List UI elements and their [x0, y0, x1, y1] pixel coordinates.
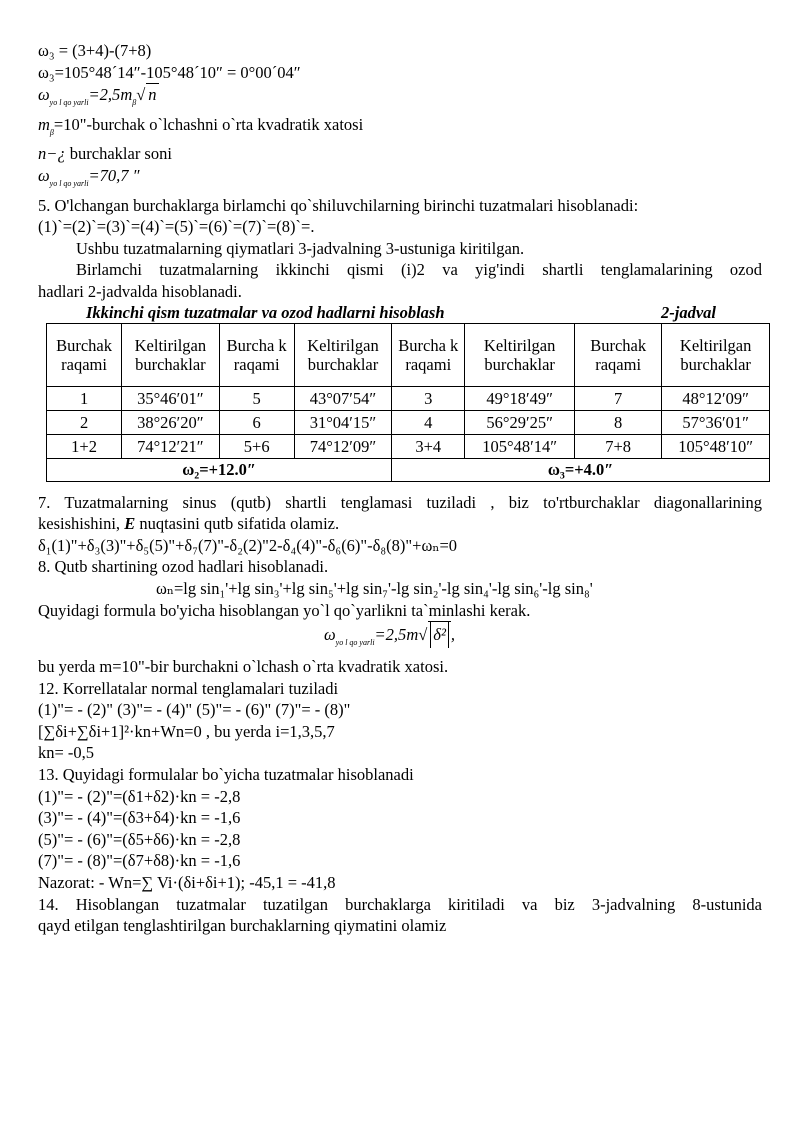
step-5: 5. O'lchangan burchaklarga birlamchi qo`shiluvchilarning birinchi tuzatmalari hisoblanadi: [38, 195, 639, 215]
table-cell: 49°18′49″ [465, 386, 575, 410]
table-label: 2-jadval [661, 302, 716, 322]
correction-5-6: (5)"= - (6)"=(δ5+δ6)·kn = -2,8 [38, 829, 241, 849]
table-cell: 38°26′20″ [122, 410, 219, 434]
table-cell: 48°12′09″ [662, 386, 770, 410]
table-cell: 74°12′21″ [122, 434, 219, 458]
table-cell: 31°04′15″ [294, 410, 391, 434]
table-title: Ikkinchi qism tuzatmalar va ozod hadlarni hisoblash [86, 302, 445, 322]
table-cell: 43°07′54″ [294, 386, 391, 410]
table-cell: 8 [574, 410, 661, 434]
header-cell: Burchak raqami [574, 323, 661, 386]
table-cell: 56°29′25″ [465, 410, 575, 434]
table-cell: 2 [47, 410, 122, 434]
table-cell: 1 [47, 386, 122, 410]
step-12: 12. Korrellatalar normal tenglamalari tuziladi [38, 678, 339, 698]
omega3-value: ω₃=105°48´14″-105°48´10″ = 0°00´04″ [38, 62, 301, 82]
table-cell: 35°46′01″ [122, 386, 219, 410]
table-cell: 3+4 [392, 434, 465, 458]
corrections-note: Ushbu tuzatmalarning qiymatlari 3-jadvalning 3-ustuniga kiritilgan. [76, 238, 525, 258]
step-13: 13. Quyidagi formulalar bo`yicha tuzatmalar hisoblanadi [38, 765, 414, 785]
table-cell: 105°48′10″ [662, 434, 770, 458]
table-row [47, 410, 770, 434]
tolerance-note: Quyidagi formula bo'yicha hisoblangan yo`l qo`yarlikni ta`minlashi kerak. [38, 600, 531, 620]
header-cell: Burcha k raqami [392, 323, 465, 386]
table-row [47, 434, 770, 458]
table-header-row [47, 323, 770, 386]
table-cell: 3 [392, 386, 465, 410]
table-row [47, 386, 770, 410]
header-cell: Burchak raqami [47, 323, 122, 386]
pole-tolerance-formula: $\omega_{yo l qo yarli}=2,5m√$ δ² , [38, 621, 762, 656]
header-cell: Keltirilgan burchaklar [465, 323, 575, 386]
control-check: Nazorat: - Wn=∑ Vi·(δi+δi+1); -45,1 = -41,8 [38, 873, 336, 893]
header-cell: Keltirilgan burchaklar [294, 323, 391, 386]
second-part-paragraph: Birlamchi tuzatmalarning ikkinchi qismi (i)2 va yig'indi shartli tenglamalarining ozod [76, 260, 762, 280]
header-cell: Keltirilgan burchaklar [122, 323, 219, 386]
corrections-table [46, 323, 770, 482]
pole-free-term-equation: ωₙ=lg sin₁'+lg sin₃'+lg sin₅'+lg sin₇'-lg sin₂'-lg sin₄'-lg sin₆'-lg sin₈' [156, 578, 593, 598]
step-14: 14. Hisoblangan tuzatmalar tuzatilgan burchaklarga kiritiladi va biz 3-jadvalning 8-ustunida [38, 894, 762, 914]
step-8: 8. Qutb shartining ozod hadlari hisoblanadi. [38, 557, 329, 577]
omega3-sum: ω₃=+4.0″ [392, 458, 770, 481]
table-cell: 6 [219, 410, 294, 434]
step-7-continued: kesishishini, E nuqtasini qutb sifatida olamiz. [38, 514, 340, 534]
second-part-paragraph-end: hadlari 2-jadvalda hisoblanadi. [38, 281, 242, 301]
n-definition: n−¿ burchaklar soni [38, 144, 172, 164]
omega3-definition: ω₃ = (3+4)-(7+8) [38, 41, 152, 60]
step-14-continued: qayd etilgan tenglashtirilgan burchaklarning qiymatini olamiz [38, 916, 447, 936]
m-beta-definition: $m_\beta=10$"-burchak o`lchashni o`rta kvadratik xatosi [38, 114, 364, 137]
normal-equation: [∑δi+∑δi+1]²·kn+Wn=0 , bu yerda i=1,3,5,7 [38, 721, 335, 741]
tolerance-value: $\omega_{yo l qo yarli}=70,7$ ″ [38, 165, 140, 188]
header-cell: Keltirilgan burchaklar [662, 323, 770, 386]
kn-value: kn= -0,5 [38, 743, 95, 763]
omega2-sum: ω₂=+12.0″ [47, 458, 392, 481]
table-cell: 5+6 [219, 434, 294, 458]
table-cell: 105°48′14″ [465, 434, 575, 458]
table-cell: 4 [392, 410, 465, 434]
step-7: 7. Tuzatmalarning sinus (qutb) shartli tenglamasi tuziladi , biz to'rtburchaklar diagonallarining [38, 492, 762, 512]
table-cell: 1+2 [47, 434, 122, 458]
table-cell: 5 [219, 386, 294, 410]
table-cell: 74°12′09″ [294, 434, 391, 458]
header-cell: Burcha k raqami [219, 323, 294, 386]
table-cell: 7+8 [574, 434, 661, 458]
table-title-row [38, 303, 762, 323]
correction-1-2: (1)"= - (2)"=(δ1+δ2)·kn = -2,8 [38, 786, 241, 806]
correlate-relations: (1)"= - (2)" (3)"= - (4)" (5)"= - (6)" (7)"= - (8)" [38, 700, 351, 720]
tolerance-formula: $\omega_{yo l qo yarli}=2,5m_\beta√$ n [38, 85, 157, 108]
m-definition: bu yerda m=10"-bir burchakni o`lchash o`rta kvadratik xatosi. [38, 657, 449, 677]
sine-condition-equation: δ₁(1)"+δ₃(3)"+δ₅(5)"+δ₇(7)"-δ₂(2)"2-δ₄(4)"-δ₆(6)"-δ₈(8)"+ωₙ=0 [38, 535, 458, 555]
table-cell: 7 [574, 386, 661, 410]
document-page [38, 40, 762, 937]
first-corrections: (1)`=(2)`=(3)`=(4)`=(5)`=(6)`=(7)`=(8)`=. [38, 217, 315, 237]
correction-3-4: (3)"= - (4)"=(δ3+δ4)·kn = -1,6 [38, 808, 241, 828]
table-cell: 57°36′01″ [662, 410, 770, 434]
table-sum-row [47, 458, 770, 481]
correction-7-8: (7)"= - (8)"=(δ7+δ8)·kn = -1,6 [38, 851, 241, 871]
